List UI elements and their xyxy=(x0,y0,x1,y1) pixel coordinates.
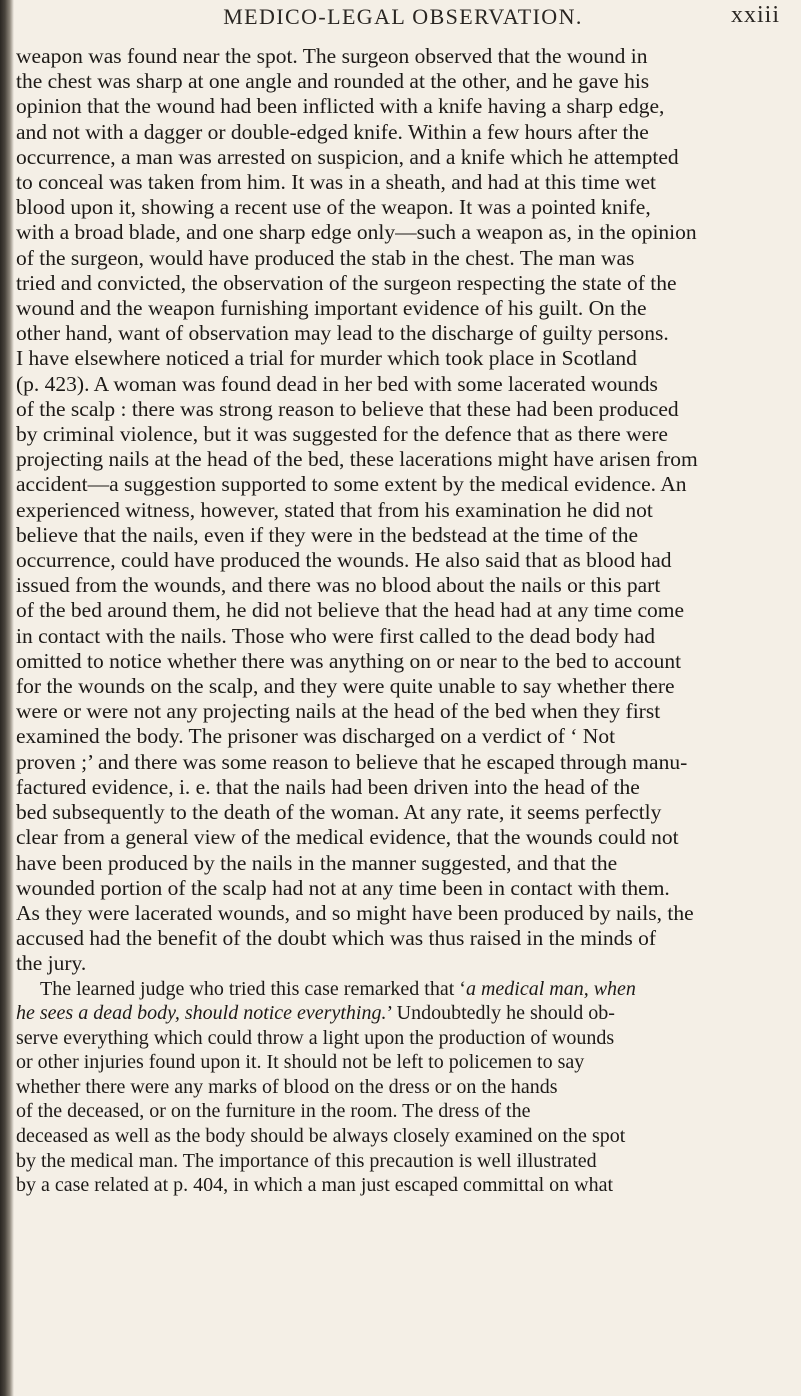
text-line: by the medical man. The importance of this precaution is well illustrated xyxy=(16,1149,597,1172)
text-line: accused had the benefit of the doubt which was thus raised in the minds of xyxy=(16,926,657,951)
paragraph-2 xyxy=(16,977,784,1198)
text-run: The learned judge who tried this case remarked that ‘ xyxy=(40,977,466,1000)
text-line: serve everything which could throw a light upon the production of wounds xyxy=(16,1026,615,1049)
text-line: opinion that the wound had been inflicted with a knife having a sharp edge, xyxy=(16,94,665,119)
text-line: other hand, want of observation may lead to the discharge of guilty persons. xyxy=(16,321,669,346)
text-line: wounded portion of the scalp had not at any time been in contact with them. xyxy=(16,875,670,900)
paragraph-1 xyxy=(16,44,784,977)
text-line xyxy=(16,1001,784,1026)
text-line: in contact with the nails. Those who were first called to the dead body had xyxy=(16,623,656,648)
text-line: of the deceased, or on the furniture in the room. The dress of the xyxy=(16,1100,531,1123)
text-line: I have elsewhere noticed a trial for murder which took place in Scotland xyxy=(16,346,637,371)
text-line: As they were lacerated wounds, and so might have been produced by nails, the xyxy=(16,900,694,925)
page-number: xxiii xyxy=(730,2,780,28)
text-line: or other injuries found upon it. It should not be left to policemen to say xyxy=(16,1051,585,1074)
text-line: (p. 423). A woman was found dead in her bed with some lacerated wounds xyxy=(16,371,658,396)
text-line: deceased as well as the body should be always closely examined on the spot xyxy=(16,1125,626,1148)
text-line: whether there were any marks of blood on the dress or on the hands xyxy=(16,1075,558,1098)
text-line: occurrence, could have produced the wounds. He also said that as blood had xyxy=(16,548,672,573)
text-line: of the surgeon, would have produced the stab in the chest. The man was xyxy=(16,245,635,270)
text-line: proven ;’ and there was some reason to believe that he escaped through manu- xyxy=(16,749,688,774)
italic-quote: he sees a dead body, should notice everything. xyxy=(16,1002,387,1025)
book-page xyxy=(16,0,790,1396)
text-line: by criminal violence, but it was suggested for the defence that as there were xyxy=(16,422,668,447)
text-line: of the scalp : there was strong reason to believe that these had been produced xyxy=(16,396,679,421)
text-line: were or were not any projecting nails at the head of the bed when they first xyxy=(16,699,661,724)
text-line: bed subsequently to the death of the woman. At any rate, it seems perfectly xyxy=(16,800,662,825)
text-line: the jury. xyxy=(16,951,87,976)
text-line: weapon was found near the spot. The surgeon observed that the wound in xyxy=(16,44,648,68)
text-line: experienced witness, however, stated that from his examination he did not xyxy=(16,497,653,522)
text-line: tried and convicted, the observation of the surgeon respecting the state of the xyxy=(16,270,677,295)
text-run: ’ Undoubtedly he should ob- xyxy=(386,1002,615,1025)
italic-quote: a medical man, when xyxy=(465,977,636,1000)
text-line: omitted to notice whether there was anything on or near to the bed to account xyxy=(16,648,682,673)
text-line: for the wounds on the scalp, and they were quite unable to say whether there xyxy=(16,674,675,699)
page-header xyxy=(16,0,790,44)
running-title: MEDICO-LEGAL OBSERVATION. xyxy=(223,4,583,29)
body-text xyxy=(16,44,790,1198)
text-line xyxy=(16,977,784,1002)
text-line: believe that the nails, even if they were in the bedstead at the time of the xyxy=(16,522,639,547)
text-line: have been produced by the nails in the manner suggested, and that the xyxy=(16,850,618,875)
text-line: accident—a suggestion supported to some extent by the medical evidence. An xyxy=(16,472,687,497)
text-line: occurrence, a man was arrested on suspicion, and a knife which he attempted xyxy=(16,144,679,169)
text-line: the chest was sharp at one angle and rounded at the other, and he gave his xyxy=(16,69,650,94)
text-line: and not with a dagger or double-edged knife. Within a few hours after the xyxy=(16,119,649,144)
text-line: wound and the weapon furnishing important evidence of his guilt. On the xyxy=(16,296,647,321)
page-edge-shadow xyxy=(0,0,14,1396)
text-line: projecting nails at the head of the bed, these lacerations might have arisen from xyxy=(16,447,698,472)
text-line: of the bed around them, he did not believe that the head had at any time come xyxy=(16,598,685,623)
text-line: issued from the wounds, and there was no blood about the nails or this part xyxy=(16,573,661,598)
text-line: clear from a general view of the medical evidence, that the wounds could not xyxy=(16,825,679,850)
text-line: factured evidence, i. e. that the nails had been driven into the head of the xyxy=(16,774,640,799)
text-line: with a broad blade, and one sharp edge only—such a weapon as, in the opinion xyxy=(16,220,697,245)
text-line: blood upon it, showing a recent use of the weapon. It was a pointed knife, xyxy=(16,195,651,220)
text-line: examined the body. The prisoner was discharged on a verdict of ‘ Not xyxy=(16,724,616,749)
text-line: to conceal was taken from him. It was in a sheath, and had at this time wet xyxy=(16,170,657,195)
text-line: by a case related at p. 404, in which a man just escaped committal on what xyxy=(16,1174,614,1197)
